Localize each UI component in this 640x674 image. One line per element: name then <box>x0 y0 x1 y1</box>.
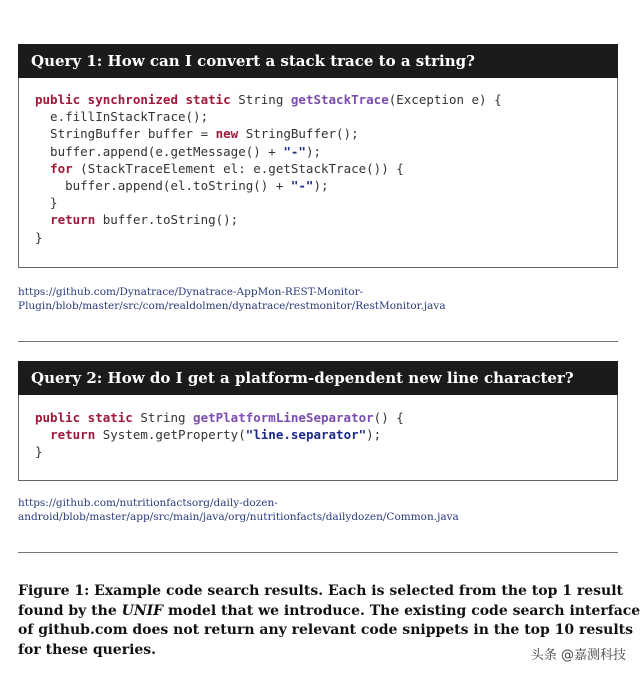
caption-line-1: Figure 1: Example code search results. Each is selected from the top 1 result <box>18 583 623 599</box>
code-token: StringBuffer(); <box>238 126 359 142</box>
caption-line-4: for these queries. <box>18 641 157 658</box>
code-token: System.getProperty( <box>95 427 246 443</box>
code-line <box>35 160 502 177</box>
caption-line-3: of github.com does not return any relevant code snippets in the top 10 results <box>18 622 634 638</box>
code-line <box>35 91 502 108</box>
query-2-code <box>35 409 404 461</box>
model-name: UNIF <box>121 602 164 619</box>
query-1-source-url[interactable] <box>18 285 618 313</box>
query-2-url-line-2[interactable]: android/blob/master/app/src/main/java/org/nutritionfacts/dailydozen/Common.java <box>18 511 459 523</box>
watermark: 头条 @嘉测科技 <box>530 648 626 663</box>
code-token: } <box>35 444 43 460</box>
code-token: "-" <box>283 143 306 159</box>
query-2-url-line-1[interactable]: https://github.com/nutritionfactsorg/daily-dozen- <box>18 497 278 509</box>
code-line <box>35 443 404 460</box>
code-token: "-" <box>290 177 314 193</box>
code-token: } <box>35 195 58 211</box>
query-2-code-box <box>18 395 618 481</box>
query-1-code-box <box>18 78 618 268</box>
code-token: getStackTrace <box>290 92 389 107</box>
code-token: new <box>215 126 239 142</box>
code-line <box>35 426 404 443</box>
query-2-source-url[interactable] <box>18 496 618 524</box>
code-token: String <box>238 92 291 107</box>
code-token: e.fillInStackTrace(); <box>35 109 209 125</box>
query-1-url-line-2[interactable]: Plugin/blob/master/src/com/realdolmen/dynatrace/restmonitor/RestMonitor.java <box>18 300 446 312</box>
code-token: (StackTraceElement el: e.getStackTrace()) { <box>72 160 404 176</box>
code-token: (Exception e) { <box>388 92 502 107</box>
code-token <box>35 427 50 442</box>
code-line <box>35 108 502 125</box>
code-token: public static <box>35 410 141 425</box>
query-1-url-line-1[interactable]: https://github.com/Dynatrace/Dynatrace-AppMon-REST-Monitor- <box>18 286 364 298</box>
code-token: buffer.toString(); <box>95 212 239 228</box>
code-token: public synchronized static <box>35 92 239 107</box>
section-divider-1 <box>18 341 618 342</box>
code-line <box>35 194 502 211</box>
query-1-header: Query 1: How can I convert a stack trace to a string? <box>18 44 618 78</box>
code-token: "line.separator" <box>245 427 367 443</box>
code-token: ); <box>305 143 321 159</box>
code-token: buffer.append(e.getMessage() + <box>35 143 284 159</box>
code-token: buffer.append(el.toString() + <box>35 177 291 193</box>
code-token: String <box>140 410 194 425</box>
code-token <box>35 212 50 227</box>
code-token: for <box>50 160 73 176</box>
code-token: StringBuffer buffer = <box>35 126 216 142</box>
code-token: return <box>50 427 96 443</box>
caption-line-2: found by the UNIF model that we introduce. The existing code search interface <box>18 602 640 619</box>
code-line <box>35 143 502 160</box>
code-token: ); <box>313 177 329 193</box>
code-token: return <box>50 212 96 228</box>
code-token: ); <box>366 427 382 443</box>
code-line <box>35 125 502 142</box>
code-token: } <box>35 229 43 245</box>
code-token: getPlatformLineSeparator <box>193 410 374 425</box>
code-line <box>35 177 502 194</box>
code-line <box>35 211 502 228</box>
code-line <box>35 409 404 426</box>
section-divider-2 <box>18 552 618 553</box>
code-line <box>35 229 502 246</box>
query-1-code <box>35 91 502 246</box>
query-2-header: Query 2: How do I get a platform-dependent new line character? <box>18 361 618 395</box>
code-token: () { <box>373 410 404 425</box>
code-token <box>35 161 50 176</box>
